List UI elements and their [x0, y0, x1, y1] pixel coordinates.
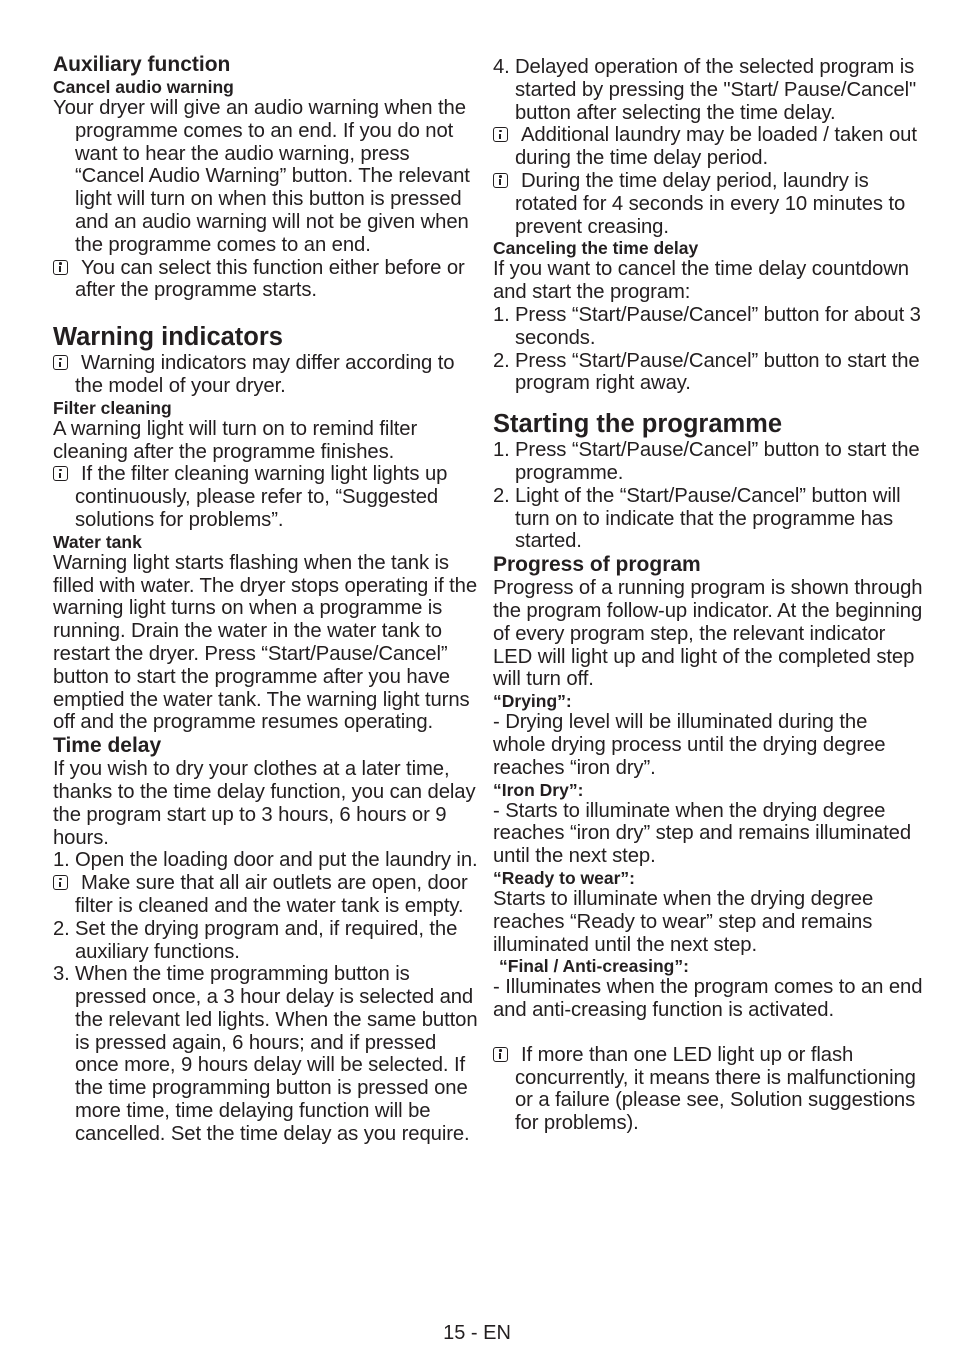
cancel-audio-note: [53, 257, 481, 303]
iron-title: “Iron Dry”:: [493, 779, 584, 800]
ready-title: “Ready to wear”:: [493, 867, 635, 888]
cancel-audio-text: Your dryer will give an audio warning when the programme comes to an end. If you do not want to hear the audio warning, press “Cancel Audio Warning” button. The relevant light will turn on when this button is pressed and an audio warning will not be given when the programme comes to an end.: [53, 97, 470, 256]
led-note: [493, 1044, 925, 1135]
info-icon: [53, 466, 68, 481]
step-text: Open the loading door and put the laundry in.: [75, 849, 478, 872]
step-number: 2.: [53, 917, 70, 940]
delay-step-4: [493, 56, 925, 124]
note-text: If more than one LED light up or flash concurrently, it means there is malfunctioning or a failure (please see, Solution suggestions for problems).: [515, 1043, 916, 1135]
step-text: When the time programming button is pressed once, a 3 hour delay is selected and the relevant led lights. When the same button is pressed again, 6 hours; and if pressed once more, 9 hours delay will be selected. If the time programming button is pressed one more time, time delaying function will be cancelled. Set the time delay as you require.: [75, 963, 478, 1145]
step-number: 1.: [53, 849, 70, 872]
step-number: 3.: [53, 963, 70, 986]
drying-title: “Drying”:: [493, 691, 572, 712]
filter-text: A warning light will turn on to remind filter cleaning after the programme finishes.: [53, 417, 418, 463]
right-column: [493, 53, 925, 1135]
step-text: Set the drying program and, if required, the auxiliary functions.: [75, 917, 458, 963]
water-text: Warning light starts flashing when the tank is filled with water. The dryer stops operating if the warning light turns on when a programme is running. Drain the water in the water tank to restart the dryer. Press “Start/Pause/Cancel” button to start the programme after you have emptied the water tank. The warning light turns off and the programme resumes operating.: [53, 551, 478, 734]
note-text: Additional laundry may be loaded / taken out during the time delay period.: [515, 124, 917, 170]
info-icon: [53, 875, 68, 890]
step-number: 4.: [493, 56, 510, 78]
delay-step-1: [53, 849, 481, 872]
iron-text: - Starts to illuminate when the drying degree reaches “iron dry” step and remains illuminated until the next step.: [493, 799, 912, 868]
final-text: - Illuminates when the program comes to an end and anti-creasing function is activated.: [493, 976, 923, 1022]
start-title: Starting the programme: [493, 410, 783, 439]
warning-title: Warning indicators: [53, 323, 283, 352]
cancel-step-2: [493, 350, 925, 396]
cancel-delay-title: Canceling the time delay: [493, 238, 699, 259]
filter-note: [53, 463, 481, 531]
warning-note: [53, 352, 481, 398]
info-icon: [493, 173, 508, 188]
left-column: [53, 53, 481, 1146]
step-text: Press “Start/Pause/Cancel” button for about 3 seconds.: [515, 303, 921, 349]
progress-title: Progress of program: [493, 553, 701, 577]
note-text: If the filter cleaning warning light lights up continuously, please refer to, “Suggested solutions for problems”.: [75, 463, 448, 531]
note-text: You can select this function either before or after the programme starts.: [75, 256, 465, 302]
step-text: Press “Start/Pause/Cancel” button to start the programme.: [515, 439, 920, 484]
progress-text: Progress of a running program is shown through the program follow-up indicator. At the beginning of every program step, the relevant indicator LED will light up and light of the completed step will turn off.: [493, 577, 923, 691]
cancel-audio-title: Cancel audio warning: [53, 77, 234, 97]
start-step-1: [493, 439, 925, 485]
note-text: Warning indicators may differ according to the model of your dryer.: [75, 352, 455, 397]
start-step-2: [493, 485, 925, 553]
step-number: 1.: [493, 303, 510, 326]
ready-text: Starts to illuminate when the drying degree reaches “Ready to wear” step and remains illuminated until the next step.: [493, 887, 874, 956]
cancel-delay-text: If you want to cancel the time delay countdown and start the program:: [493, 258, 909, 304]
step-number: 2.: [493, 349, 510, 372]
water-title: Water tank: [53, 531, 142, 552]
note-text: Make sure that all air outlets are open, door filter is cleaned and the water tank is empty.: [75, 872, 468, 917]
filter-title: Filter cleaning: [53, 397, 172, 418]
note-text: During the time delay period, laundry is rotated for 4 seconds in every 10 minutes to prevent creasing.: [515, 169, 906, 238]
final-title: “Final / Anti-creasing”:: [499, 956, 689, 977]
info-icon: [493, 127, 508, 142]
info-icon: [53, 260, 68, 275]
info-icon: [493, 1047, 508, 1062]
step-text: Delayed operation of the selected program is started by pressing the "Start/ Pause/Cancel" button after selecting the time delay.: [515, 56, 917, 124]
delay-title: Time delay: [53, 734, 162, 758]
info-icon: [53, 355, 68, 370]
step-text: Press “Start/Pause/Cancel” button to start the program right away.: [515, 349, 920, 395]
delay-note-2: [493, 124, 925, 170]
delay-text: If you wish to dry your clothes at a later time, thanks to the time delay function, you can delay the program start up to 3 hours, 6 hours or 9 hours.: [53, 758, 476, 849]
step-number: 1.: [493, 439, 510, 462]
delay-note: [53, 872, 481, 918]
page-number: 15 - EN: [443, 1322, 511, 1344]
step-number: 2.: [493, 484, 510, 507]
delay-step-2: [53, 918, 481, 964]
delay-step-3: [53, 963, 481, 1145]
cancel-step-1: [493, 304, 925, 350]
aux-title: Auxiliary function: [53, 53, 231, 76]
delay-note-3: [493, 170, 925, 238]
drying-text: - Drying level will be illuminated during the whole drying process until the drying degree reaches “iron dry”.: [493, 711, 886, 779]
step-text: Light of the “Start/Pause/Cancel” button will turn on to indicate that the programme has started.: [515, 484, 901, 553]
